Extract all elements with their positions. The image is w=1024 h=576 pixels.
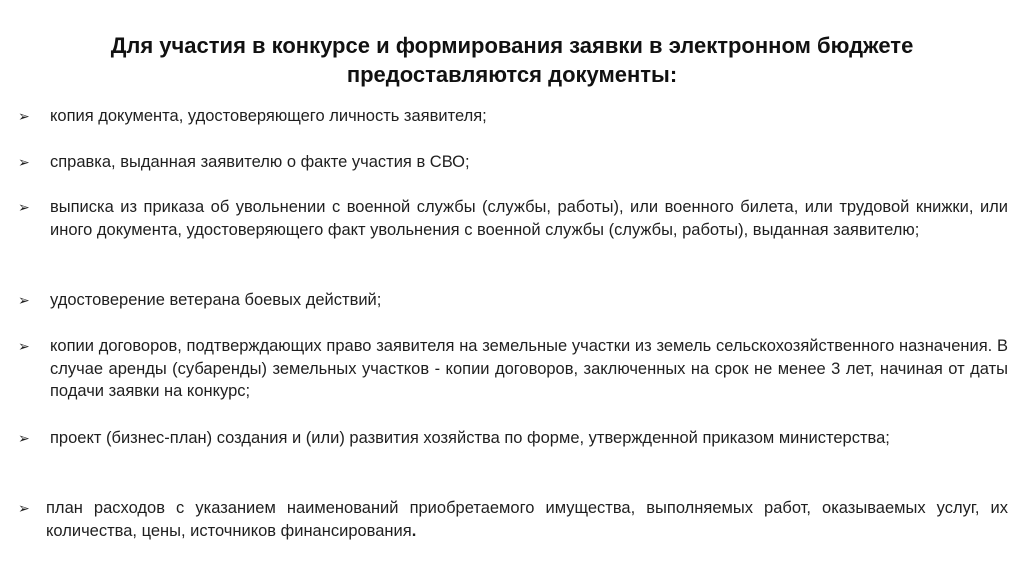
- list-item-text: копии договоров, подтверждающих право заявителя на земельные участки из земель сельскохозяйственного назначения. В случае аренды (субаренды) земельных участков - копии договоров, заключенных на срок не менее 3 лет, начиная от даты подачи заявки на конкурс;: [50, 337, 1008, 400]
- list-item-text: [46, 497, 1008, 542]
- list-item-text-body: план расходов с указанием наименований приобретаемого имущества, выполняемых работ, оказываемых услуг, их количества, цены, источников финансирования: [46, 499, 1008, 540]
- list-item-text: справка, выданная заявителю о факте участия в СВО;: [50, 153, 470, 171]
- slide-title: [20, 31, 1004, 89]
- arrow-bullet-icon: ➢: [18, 430, 30, 446]
- arrow-bullet-icon: ➢: [18, 108, 30, 124]
- arrow-bullet-icon: ➢: [18, 500, 30, 516]
- arrow-bullet-icon: ➢: [18, 154, 30, 170]
- list-item-text: выписка из приказа об увольнении с военной службы (службы, работы), или военного билета, или трудовой книжки, или иного документа, удостоверяющего факт увольнения с военной службы (службы, работы), выданная заявителю;: [50, 198, 1008, 239]
- list-item: [18, 105, 1008, 128]
- title-line-1: Для участия в конкурсе и формирования заявки в электронном бюджете: [110, 33, 914, 58]
- arrow-bullet-icon: ➢: [18, 338, 30, 354]
- arrow-bullet-icon: ➢: [18, 199, 30, 215]
- arrow-bullet-icon: ➢: [18, 292, 30, 308]
- list-item: [18, 289, 1008, 312]
- title-line-2: предоставляются документы:: [346, 62, 678, 87]
- list-item: [18, 335, 1008, 403]
- list-item: [18, 497, 1008, 542]
- list-item: [18, 196, 1008, 241]
- list-item: [18, 151, 1008, 174]
- list-item-text: удостоверение ветерана боевых действий;: [50, 291, 382, 309]
- list-item: [18, 427, 1008, 450]
- list-item-text: копия документа, удостоверяющего личность заявителя;: [50, 107, 487, 125]
- list-item-end-mark: .: [411, 521, 417, 540]
- list-item-text: проект (бизнес-план) создания и (или) развития хозяйства по форме, утвержденной приказом министерства;: [50, 429, 890, 447]
